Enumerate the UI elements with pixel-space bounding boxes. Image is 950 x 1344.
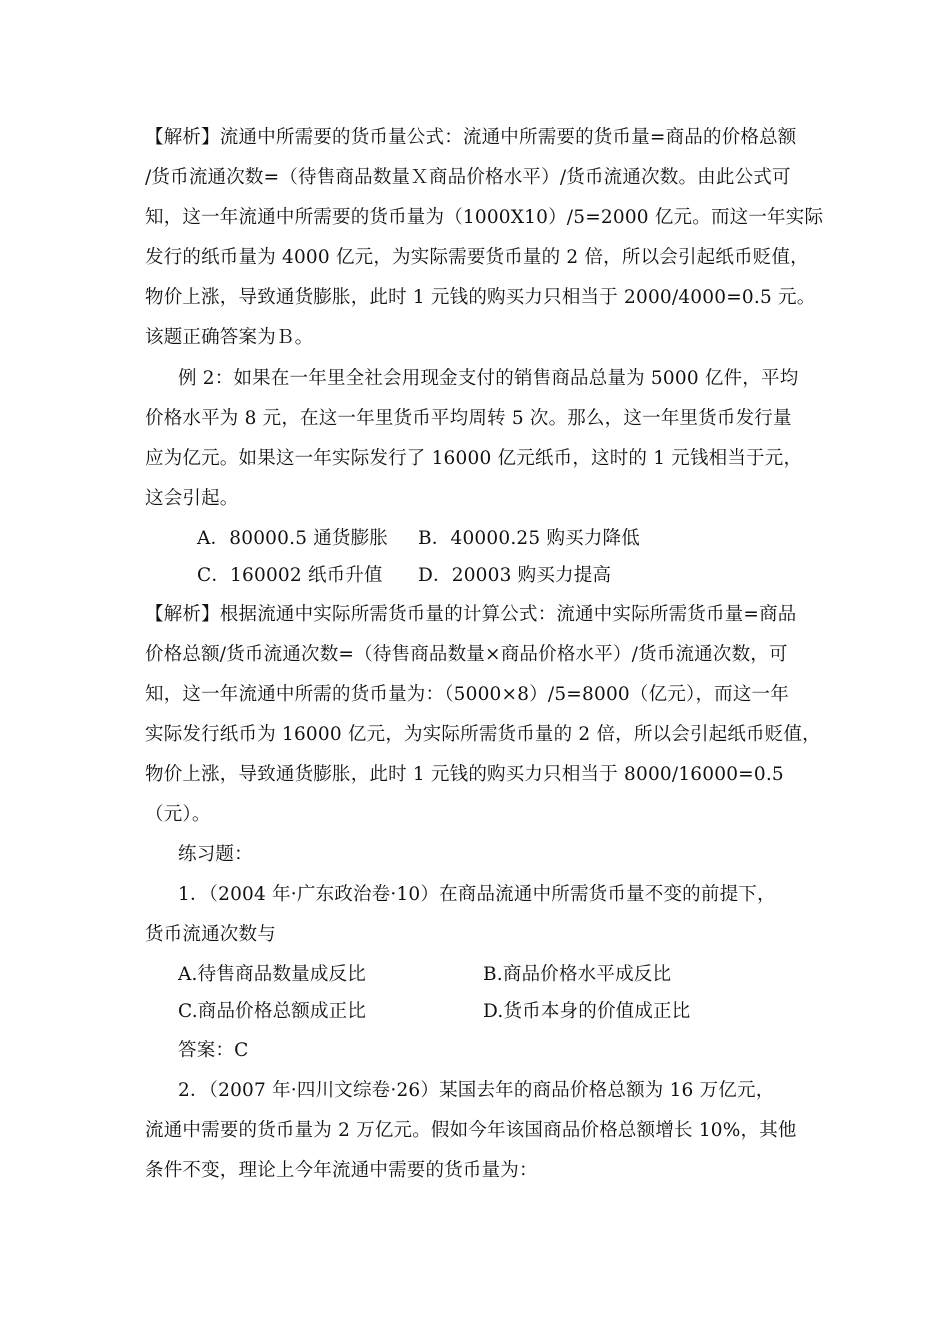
analysis-2-line-3: 知，这一年流通中所需的货币量为：（5000×8）/5=8000（亿元），而这一年: [145, 684, 789, 705]
example-2-line-3: 应为亿元。如果这一年实际发行了 16000 亿元纸币，这时的 1 元钱相当于元，: [145, 448, 803, 469]
example-2-option-d: D．20003 购买力提高: [418, 565, 612, 586]
exercise-1-option-b: B.商品价格水平成反比: [483, 964, 672, 985]
example-2-option-b: B．40000.25 购买力降低: [418, 528, 640, 549]
example-2-line-4: 这会引起。: [145, 488, 239, 509]
exercise-1-answer: 答案：C: [178, 1040, 249, 1061]
exercise-2-line-1: 2．（2007 年·四川文综卷·26）某国去年的商品价格总额为 16 万亿元，: [178, 1080, 775, 1101]
analysis-1-answer: 该题正确答案为Ｂ。: [145, 327, 314, 348]
analysis-2-line-5: 物价上涨，导致通货膨胀，此时 1 元钱的购买力只相当于 8000/16000=0.5: [145, 764, 784, 785]
analysis-2-line-4: 实际发行纸币为 16000 亿元，为实际所需货币量的 2 倍，所以会引起纸币贬值，: [145, 724, 821, 745]
example-2-line-1: 例 2：如果在一年里全社会用现金支付的销售商品总量为 5000 亿件，平均: [178, 368, 799, 389]
analysis-1-line-3: 知，这一年流通中所需要的货币量为（1000X10）/5=2000 亿元。而这一年实际: [145, 207, 824, 228]
exercise-1-option-d: D.货币本身的价值成正比: [483, 1001, 691, 1022]
analysis-1-line-4: 发行的纸币量为 4000 亿元，为实际需要货币量的 2 倍，所以会引起纸币贬值，: [145, 247, 809, 268]
exercise-1-option-a: A.待售商品数量成反比: [178, 964, 366, 985]
example-2-option-c: C．160002 纸币升值: [197, 565, 383, 586]
exercise-1-option-c: C.商品价格总额成正比: [178, 1001, 367, 1022]
analysis-1-line-5: 物价上涨，导致通货膨胀，此时 1 元钱的购买力只相当于 2000/4000=0.5 元。: [145, 287, 816, 308]
analysis-1-line-1: 【解析】流通中所需要的货币量公式：流通中所需要的货币量=商品的价格总额: [145, 127, 797, 148]
analysis-1-line-2: /货币流通次数=（待售商品数量Ｘ商品价格水平）/货币流通次数。由此公式可: [145, 167, 791, 188]
analysis-2-line-1: 【解析】根据流通中实际所需货币量的计算公式：流通中实际所需货币量=商品: [145, 604, 797, 625]
exercises-heading: 练习题：: [178, 844, 253, 865]
exercise-2-line-3: 条件不变，理论上今年流通中需要的货币量为：: [145, 1160, 538, 1181]
example-2-option-a: A．80000.5 通货膨胀: [197, 528, 389, 549]
exercise-2-line-2: 流通中需要的货币量为 2 万亿元。假如今年该国商品价格总额增长 10%，其他: [145, 1120, 797, 1141]
analysis-2-line-2: 价格总额/货币流通次数=（待售商品数量×商品价格水平）/货币流通次数，可: [145, 644, 788, 665]
example-2-line-2: 价格水平为 8 元，在这一年里货币平均周转 5 次。那么，这一年里货币发行量: [145, 408, 792, 429]
analysis-2-line-6: （元）。: [145, 804, 211, 825]
exercise-1-line-2: 货币流通次数与: [145, 924, 276, 945]
exercise-1-line-1: 1．（2004 年·广东政治卷·10）在商品流通中所需货币量不变的前提下，: [178, 884, 776, 905]
